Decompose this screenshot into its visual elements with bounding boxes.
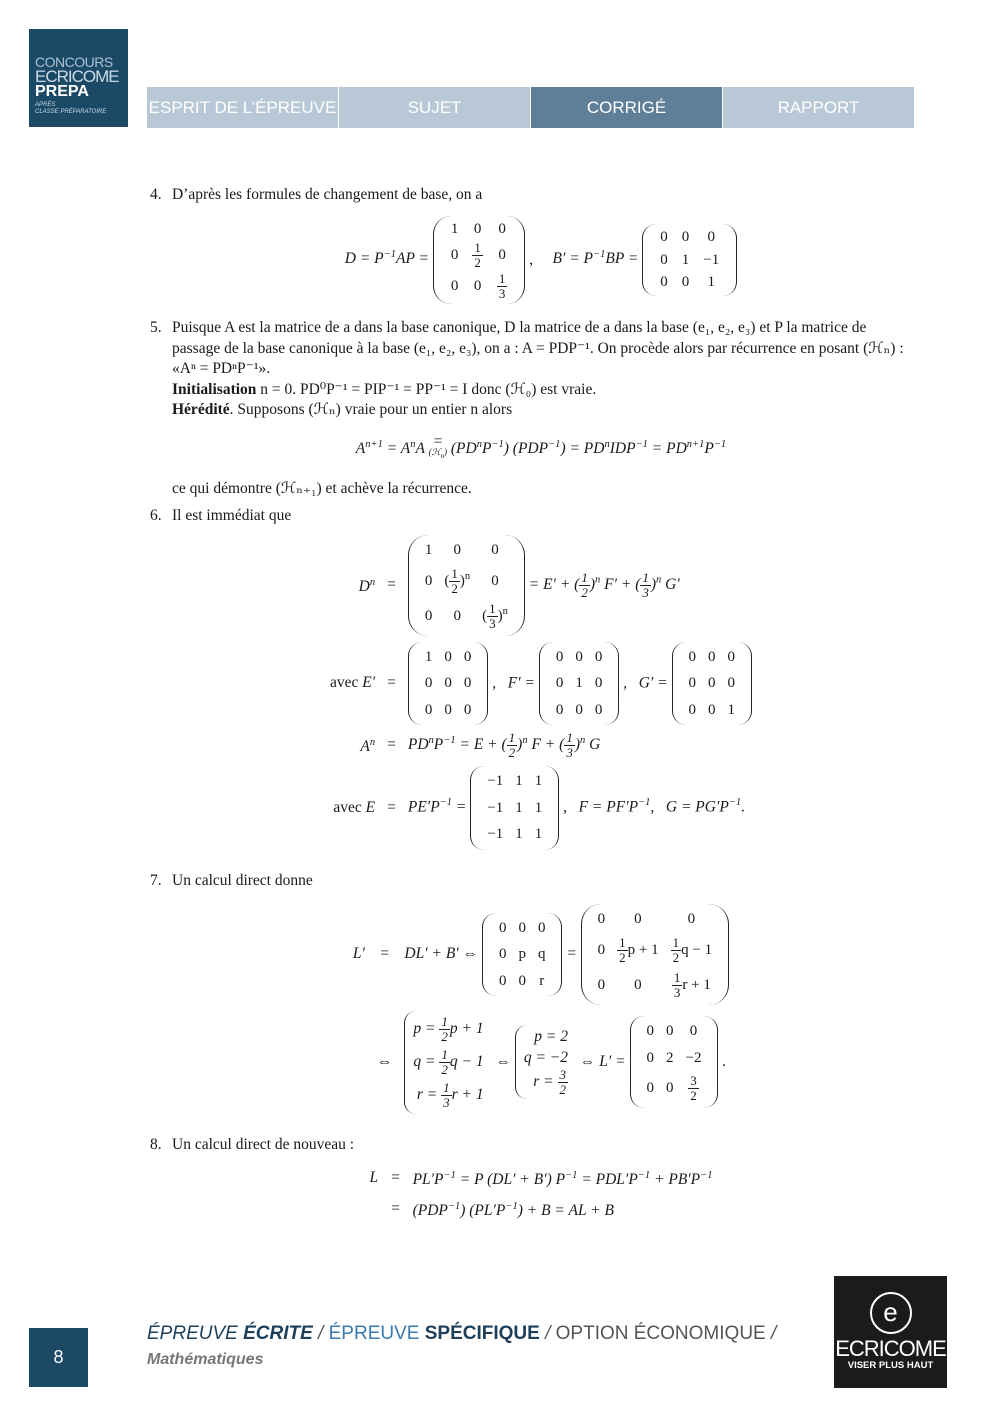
footer-word: OPTION ÉCONOMIQUE (555, 1323, 766, 1344)
question-number: 7. (150, 871, 162, 889)
question-text: Il est immédiat que (172, 506, 292, 524)
tab-sujet[interactable]: SUJET (339, 87, 530, 128)
avec-label: avec (333, 798, 362, 816)
initialisation-text: n = 0. PD⁰P⁻¹ = PIP⁻¹ = PP⁻¹ = I donc (ℋ₀) est vraie. (256, 380, 597, 398)
question-number: 4. (150, 186, 162, 203)
document-body (150, 185, 910, 1233)
ecricome-e-icon: e (870, 1292, 912, 1334)
initialisation-line (172, 380, 910, 401)
heredite-label: Hérédité (172, 401, 230, 418)
footer-word: ÉCRITE (243, 1323, 313, 1344)
avec-label: avec (330, 674, 359, 692)
conclusion-text: ce qui démontre (ℋₙ₊₁) et achève la récurrence. (172, 480, 472, 497)
question-7 (150, 871, 910, 1125)
footer-word: SPÉCIFIQUE (424, 1323, 540, 1344)
equation-powers: $D^n$ = 1 0 0 0 ( $\frac{1}{2}$ )$^n$ 0 0 0 ( $\frac{1}{3}$ )$^n$ = E′ + ( $\frac{1}{2}$ )$^n$ F′ + ( $\frac{1}{3}$ )$^n$ G′ avec E′ = 1 0 0 0 0 0 0 0 0 , F′ = 0 0 0 0 1 0 0 0 0 , G′ = 0 0 0 0 0 0 0 0 1 $A^n$ = $PD^nP^{-1} = E$ + ( $\frac{1}{2}$ )$^n$ F + ( $\frac{1}{3}$ )$^n$ G avec E = $PE'P^{-1}$ = −1 1 1 −1 1 1 −1 1 1 , $F = PF'P^{-1}$, $G = PG'P^{-1}$. (324, 532, 758, 853)
question-6 (150, 506, 910, 861)
page-number: 8 (29, 1328, 88, 1387)
section-tabs (147, 87, 915, 128)
equation-induction: $A^{n+1} = A^nA$ = (ℋ$_n$) $(PD^nP^{-1}) (PDP^{-1}) = PD^nIDP^{-1} = PD^{n+1}P^{-1}$ (355, 433, 727, 460)
question-number: 5. (150, 319, 162, 336)
heredite-line (172, 400, 910, 421)
question-text: Puisque A est la matrice de a dans la base canonique, D la matrice de a dans la base (e₁, e₂, e₃) et P la matrice de passage de la base canonique à la base (e₁, e₂, e₃), on a : A = PDP⁻¹. On procède alors par récurrence en posant (ℋₙ) : «Aⁿ = PDⁿP⁻¹». (172, 319, 904, 377)
question-number: 6. (150, 506, 162, 524)
question-5 (150, 318, 910, 500)
footer-word: ÉPREUVE (147, 1323, 244, 1344)
footer-word: ÉPREUVE (328, 1323, 425, 1344)
question-4 (150, 185, 910, 318)
question-text: Un calcul direct donne (172, 871, 313, 889)
concours-logo (29, 29, 128, 127)
tab-corrige[interactable]: CORRIGÉ (531, 87, 722, 128)
initialisation-label: Initialisation (172, 380, 257, 398)
heredite-text: . Supposons (ℋₙ) vraie pour un entier n alors (229, 401, 513, 418)
logo-line-classe: CLASSE PRÉPARATOIRE (35, 109, 107, 115)
footer-sep: / (539, 1323, 556, 1344)
brand-tagline: VISER PLUS HAUT (847, 1360, 934, 1371)
brand-name: ECRICOME (835, 1336, 946, 1361)
subject-label: Mathématiques (147, 1351, 264, 1368)
question-number: 8. (150, 1135, 162, 1153)
footer-sep: / (765, 1323, 777, 1344)
equation-fixed-point: L′ = DL′ + B′ ⇔ 0 0 0 0 p q 0 0 r = 0 0 0 0 $\frac{1}{2}$ p + 1 $\frac{1}{2}$ q − 1 0 0 $\frac{1}{3}$ r + 1 ⇔ p = $\frac{1}{2}$ p + 1 q = $\frac{1}{2}$ q − 1 r = $\frac{1}{3}$ r + 1 ⇔ p = 2 q = −2 r = $\frac{3}{2}$ ⇔ L′ = 0 0 0 0 2 −2 0 0 $\frac{3}{2}$ . (347, 901, 735, 1117)
logo-line-concours: CONCOURS (35, 54, 113, 70)
footer-sep: / (312, 1323, 329, 1344)
logo-line-apres: APRÈS (35, 102, 56, 108)
question-text: D’après les formules de changement de base, on a (172, 186, 483, 203)
tab-rapport[interactable]: RAPPORT (723, 87, 914, 128)
equation-final: L = $PL'P^{-1} = P$ (DL′ + B′) $P^{-1} = PDL'P^{-1} + PB'P^{-1}$ = $(PDP^{-1}) (PL'P^{-1}) + B$ = AL + B (369, 1169, 713, 1220)
question-text: Un calcul direct de nouveau : (172, 1135, 355, 1153)
logo-line-ecricome: ECRICOME (35, 67, 119, 86)
logo-line-prepa: PREPA (35, 83, 89, 100)
ecricome-brand-logo (834, 1276, 947, 1388)
question-8 (150, 1135, 910, 1233)
tab-esprit[interactable]: ESPRIT DE L’ÉPREUVE (147, 87, 338, 128)
exam-type-line (147, 1323, 776, 1345)
equation-change-of-basis: $D = P^{-1}AP$ = 1 0 0 0 $\frac{1}{2}$ 0 0 0 $\frac{1}{3}$ , $B' = P^{-1}BP$ = 0 0 0 0 1 −1 0 0 1 (172, 216, 910, 305)
